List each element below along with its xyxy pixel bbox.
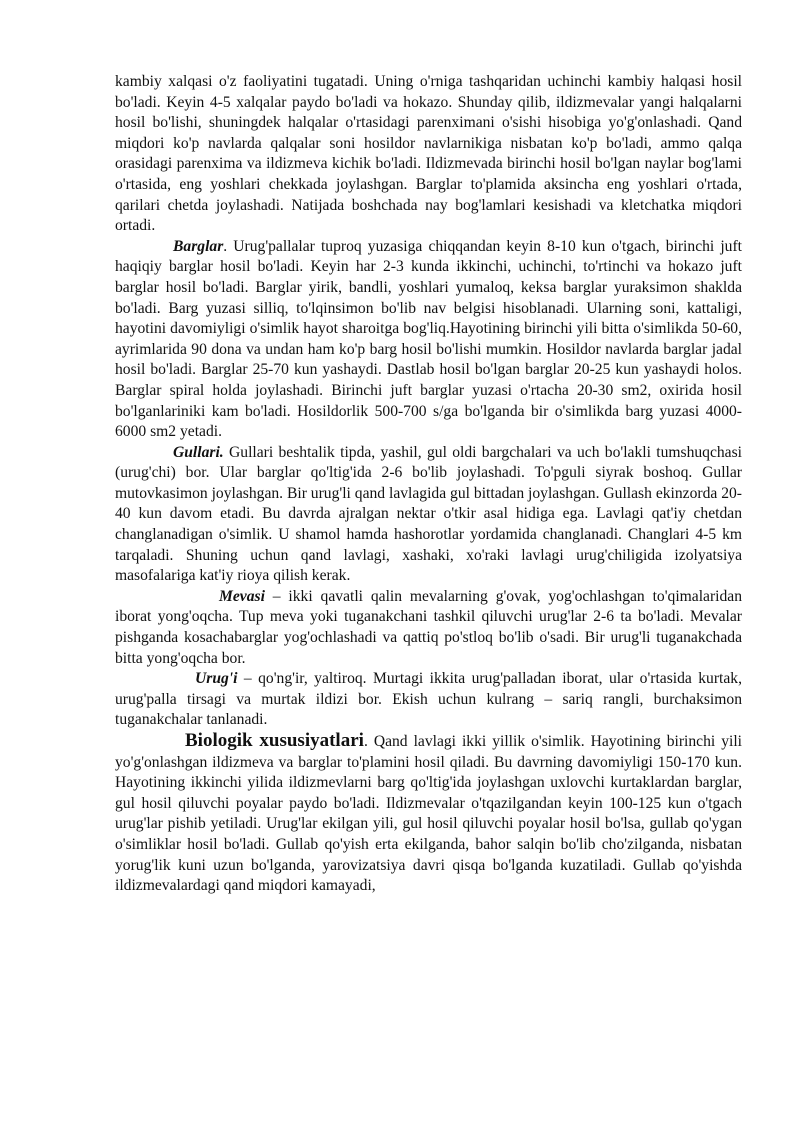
paragraph-text: . Qand lavlagi ikki yillik o'simlik. Hayotining birinchi yili yo'g'onlashgan ildizmeva va barglar to'plamini hosil qiladi. Bu davrning davomiyligi 150-170 kun. Hayotining ikkinchi yilida ildizmevlarni barg qo'ltig'ida joylashgan uxlovchi kurtaklardan barglar, gul hosil qiluvchi poyalar paydo bo'ladi. Ildizmevalar o'tqazilgandan keyin 100-125 kun o'tgach urug'lar pishib yetiladi. Urug'lar ekilgan yili, gul hosil qiluvchi poyalar hosil bo'lsa, gullab qo'ygan o'simliklar hosil bo'ladi. Gullab qo'yish erta ekilganda, bahor salqin bo'lib cho'zilganda, nisbatan yorug'lik kuni uzun bo'lganda, yarovizatsiya davri qisqa bo'lganda kuzatiladi. Gullab qo'yishda ildizmevalardagi qand miqdori kamayadi, bbox=[115, 733, 742, 895]
paragraph-barglar bbox=[115, 237, 742, 443]
section-term-biologik: Biologik xususiyatlari bbox=[185, 730, 364, 751]
paragraph-text: Gullari beshtalik tipda, yashil, gul oldi bargchalari va uch bo'lakli tumshuqchasi (urug'chi) bor. Ular barglar qo'ltig'ida 2-6 bo'lib joylashadi. To'pguli siyrak boshoq. Gullar mutovkasimon joylashgan. Bir urug'li qand lavlagida gul bittadan joylashgan. Gullash ekinzorda 20-40 kun davom etadi. Bu davrda ajralgan nektar o'tkir asal hidiga ega. Lavlagi qat'iy chetdan changlanadigan o'simlik. U shamol hamda hashorotlar yordamida changlanadi. Changlari 4-5 km tarqaladi. Shuning uchun qand lavlagi, xashaki, xo'raki lavlagi urug'chiligida izolyatsiya masofalariga kat'iy rioya qilish kerak. bbox=[115, 443, 742, 585]
document-page bbox=[115, 72, 742, 897]
paragraph-kambiy bbox=[115, 72, 742, 237]
section-term-barglar: Barglar bbox=[173, 237, 224, 255]
paragraph-text: – qo'ng'ir, yaltiroq. Murtagi ikkita urug'palladan iborat, ular o'rtasida kurtak, urug'palla tirsagi va murtak ildizi bor. Ekish uchun kulrang – sariq rangli, burchaksimon tuganakchalar tanlanadi. bbox=[115, 670, 742, 729]
paragraph-text: – ikki qavatli qalin mevalarning g'ovak, yog'ochlashgan to'qimalaridan iborat yong'oqcha. Tup meva yoki tuganakchani tashkil qiluvchi urug'lar 2-6 ta bo'ladi. Mevalar pishganda kosachabarglar yog'ochlashadi va qattiq po'stloq bo'lib o'sadi. Bir urug'li tuganakchada bitta yong'oqcha bor. bbox=[115, 587, 742, 667]
paragraph-urugi bbox=[115, 669, 742, 731]
paragraph-gullari bbox=[115, 443, 742, 587]
paragraph-mevasi bbox=[115, 587, 742, 669]
section-term-gullari: Gullari. bbox=[173, 443, 224, 461]
section-term-urugi: Urug'i bbox=[195, 670, 238, 688]
paragraph-text: . Urug'pallalar tuproq yuzasiga chiqqandan keyin 8-10 kun o'tgach, birinchi juft haqiqiy barglar hosil bo'ladi. Keyin har 2-3 kunda ikkinchi, uchinchi, to'rtinchi va hokazo juft barglar hosil bo'ladi. Barglar yirik, bandli, yoshlari yumaloq, keksa barglar yuraksimon shaklda bo'ladi. Barg yuzasi silliq, to'lqinsimon bo'lib nav belgisi hisoblanadi. Ularning soni, kattaligi, hayotini davomiyligi o'simlik hayot sharoitga bog'liq.Hayotining birinchi yili bitta o'simlikda 50-60, ayrimlarida 90 dona va undan ham ko'p barg hosil bo'lishi mumkin. Hosildor navlarda barglar jadal hosil bo'ladi. Barglar 25-70 kun yashaydi. Dastlab hosil bo'lgan barglar 20-25 kun yashaydi holos. Barglar spiral holda joylashadi. Birinchi juft barglar yuzasi o'rtacha 20-30 sm2, oxirida hosil bo'lganlariniki kam bo'ladi. Hosildorlik 500-700 s/ga bo'lganda bir o'simlikda barg yuzasi 4000-6000 sm2 yetadi. bbox=[115, 237, 742, 441]
paragraph-biologik bbox=[115, 731, 742, 897]
section-term-mevasi: Mevasi bbox=[219, 587, 265, 605]
paragraph-text: kambiy xalqasi o'z faoliyatini tugatadi. Uning o'rniga tashqaridan uchinchi kambiy halqasi hosil bo'ladi. Keyin 4-5 xalqalar paydo bo'ladi va hokazo. Shunday qilib, ildizmevalar yangi halqalarni hosil bo'lishi, shuningdek halqalar o'rtasidagi parenximani o'sishi hisobiga yo'g'onlashadi. Qand miqdori ko'p navlarda qalqalar soni hosildor navlarnikiga nisbatan ko'p bo'ladi, ammo qalqa orasidagi parenxima va ildizmeva kichik bo'ladi. Ildizmevada birinchi hosil bo'lgan naylar bog'lami o'rtasida, eng yoshlari chekkada joylashgan. Barglar to'plamida aksincha eng yoshlari o'rtada, qarilari chetda joylashadi. Natijada boshchada nay bog'lamlari kesishadi va kletchatka miqdori ortadi. bbox=[115, 73, 742, 235]
